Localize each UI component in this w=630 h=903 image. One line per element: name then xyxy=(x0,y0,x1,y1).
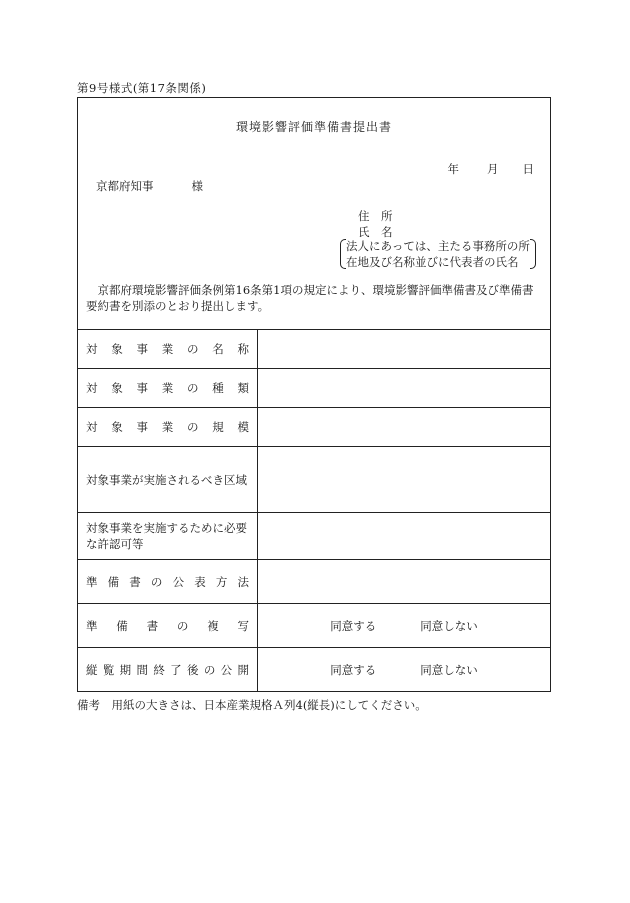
project-area-field[interactable] xyxy=(258,447,551,513)
project-type-field[interactable] xyxy=(258,369,551,408)
row-label-publication-method: 準備書の公表方法 xyxy=(86,574,249,589)
form-number: 第9号様式(第17条関係) xyxy=(77,81,207,95)
date-month: 月 xyxy=(487,162,499,176)
table-row xyxy=(78,408,550,447)
disclosure-disagree-option[interactable]: 同意しない xyxy=(420,662,478,677)
addressee-name: 京都府知事 xyxy=(96,179,154,193)
publication-method-field[interactable] xyxy=(258,560,551,604)
table-row xyxy=(78,330,550,369)
row-label-project-area: 対象事業が実施されるべき区域 xyxy=(86,472,247,487)
date-day: 日 xyxy=(522,162,534,176)
submission-statement: 京都府環境影響評価条例第16条第1項の規定により、環境影響評価準備書及び準備書要約書を別添のとおり提出します。 xyxy=(86,283,534,313)
corporate-note-line-2: 在地及び名称並びに代表者の氏名 xyxy=(346,255,519,269)
project-scale-field[interactable] xyxy=(258,408,551,447)
row-label-copy-consent: 準備書の複写 xyxy=(86,618,249,633)
table-row xyxy=(78,513,550,560)
addressee-honorific: 様 xyxy=(191,179,203,193)
date-line xyxy=(448,161,535,177)
disclosure-agree-option[interactable]: 同意する xyxy=(330,662,377,677)
copy-consent-agree-option[interactable]: 同意する xyxy=(330,618,377,633)
table-row xyxy=(78,648,550,692)
row-label-post-inspection-disclosure: 縦覧期間終了後の公開 xyxy=(86,662,249,677)
row-label-project-name: 対象事業の名称 xyxy=(86,342,249,356)
applicant-block xyxy=(358,208,393,240)
addressee xyxy=(96,178,203,194)
row-label-project-type: 対象事業の種類 xyxy=(86,381,249,395)
table-row xyxy=(78,604,550,648)
corporate-note-line-1: 法人にあっては、主たる事務所の所 xyxy=(346,239,530,253)
date-year: 年 xyxy=(447,162,459,176)
table-row xyxy=(78,560,550,604)
form-frame xyxy=(77,97,551,692)
table-row xyxy=(78,369,550,408)
row-label-permits: 対象事業を実施するために必要な許認可等 xyxy=(86,521,247,551)
address-label: 住 所 xyxy=(358,209,393,223)
corporate-note xyxy=(340,238,536,270)
footnote: 備考 用紙の大きさは、日本産業規格Ａ列4(縦長)にしてください。 xyxy=(77,698,427,712)
project-name-field[interactable] xyxy=(258,330,551,369)
copy-consent-disagree-option[interactable]: 同意しない xyxy=(420,618,478,633)
name-label: 氏 名 xyxy=(358,225,393,239)
document-title: 環境影響評価準備書提出書 xyxy=(235,120,392,134)
permits-field[interactable] xyxy=(258,513,551,560)
table-row xyxy=(78,447,550,513)
row-label-project-scale: 対象事業の規模 xyxy=(86,420,249,434)
items-table xyxy=(78,329,550,692)
